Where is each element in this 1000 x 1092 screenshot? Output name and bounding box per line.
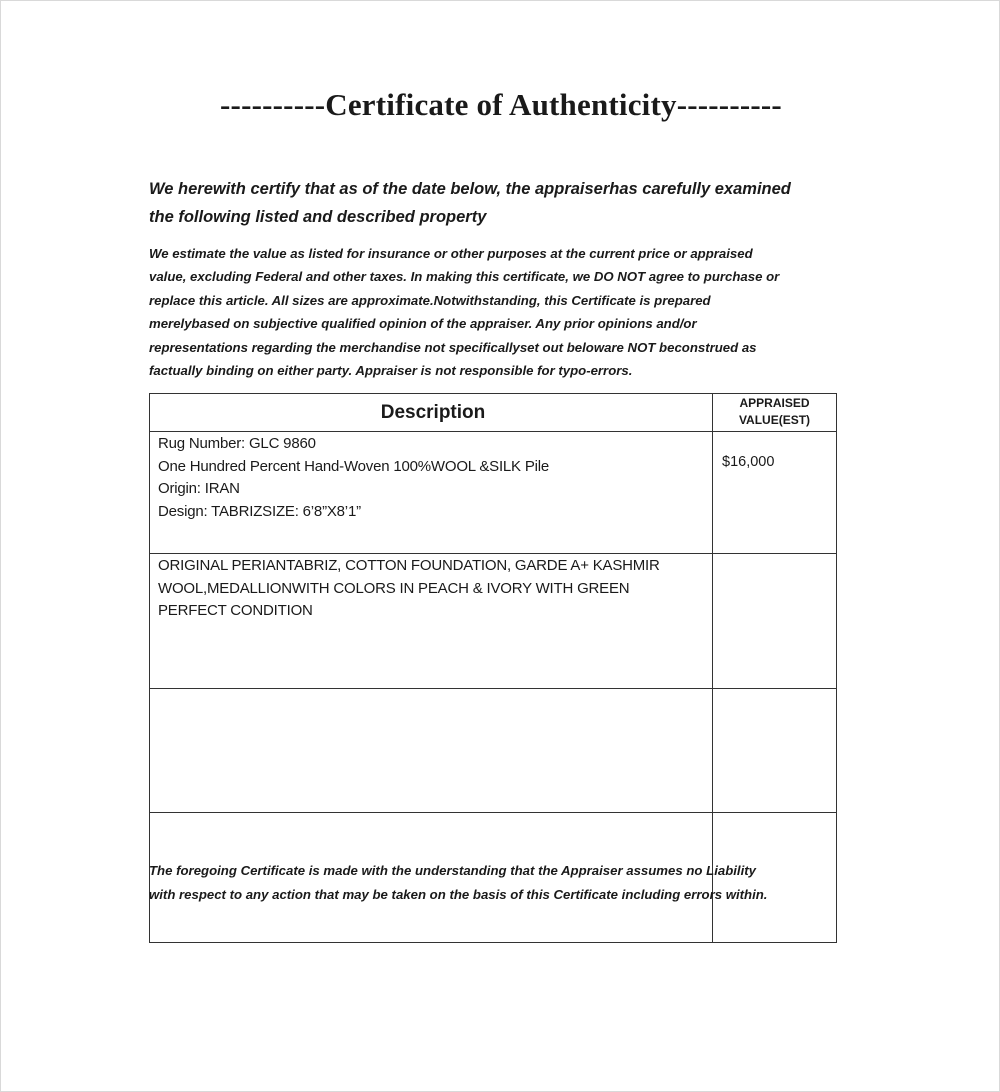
estimate-line: representations regarding the merchandise not specificallyset out beloware NOT beconstrued as xyxy=(149,339,757,355)
appraised-value: $16,000 xyxy=(722,454,775,470)
description-line: ORIGINAL PERIANTABRIZ, COTTON FOUNDATION, GARDE A+ KASHMIR xyxy=(158,557,660,574)
table-row xyxy=(150,432,837,554)
value-cell xyxy=(713,432,837,554)
rug-design: Design: TABRIZSIZE: 6’8”X8’1” xyxy=(158,503,361,521)
appraised-value-header-line: APPRAISED xyxy=(739,396,810,410)
description-line: PERFECT CONDITION xyxy=(158,602,313,620)
certificate-title: ----------Certificate of Authenticity---------- xyxy=(220,87,782,122)
description-cell xyxy=(150,432,713,554)
appraised-value-header xyxy=(713,394,837,432)
value-cell xyxy=(713,689,837,813)
description-header-label: Description xyxy=(380,401,486,423)
table-row xyxy=(150,689,837,813)
liability-disclaimer xyxy=(149,859,849,906)
estimate-line: We estimate the value as listed for insurance or other purposes at the current price or appraised xyxy=(149,246,753,261)
disclaimer-line: The foregoing Certificate is made with the understanding that the Appraiser assumes no Liability xyxy=(149,863,756,878)
estimate-paragraph xyxy=(149,242,849,382)
estimate-line: merelybased on subjective qualified opinion of the appraiser. Any prior opinions and/or xyxy=(149,316,697,332)
description-cell xyxy=(150,689,713,813)
value-cell xyxy=(713,554,837,689)
rug-number: Rug Number: GLC 9860 xyxy=(158,435,316,452)
rug-origin: Origin: IRAN xyxy=(158,480,240,498)
table-header-row xyxy=(150,394,837,432)
estimate-line: value, excluding Federal and other taxes. In making this certificate, we DO NOT agree to purchase or xyxy=(149,269,780,285)
table-row xyxy=(150,554,837,689)
description-header xyxy=(150,394,713,432)
rug-material: One Hundred Percent Hand-Woven 100%WOOL &SILK Pile xyxy=(158,457,550,475)
certify-line: the following listed and described property xyxy=(149,208,487,226)
description-line: WOOL,MEDALLIONWITH COLORS IN PEACH & IVORY WITH GREEN xyxy=(158,579,630,597)
disclaimer-line: with respect to any action that may be taken on the basis of this Certificate including errors within. xyxy=(149,886,768,902)
estimate-line: factually binding on either party. Appraiser is not responsible for typo-errors. xyxy=(149,363,633,379)
certify-statement xyxy=(149,175,849,231)
certify-line: We herewith certify that as of the date below, the appraiserhas carefully examined xyxy=(149,180,791,198)
appraised-value-header-line: VALUE(EST) xyxy=(738,413,811,427)
description-cell xyxy=(150,554,713,689)
estimate-line: replace this article. All sizes are approximate.Notwithstanding, this Certificate is prepared xyxy=(149,292,711,308)
